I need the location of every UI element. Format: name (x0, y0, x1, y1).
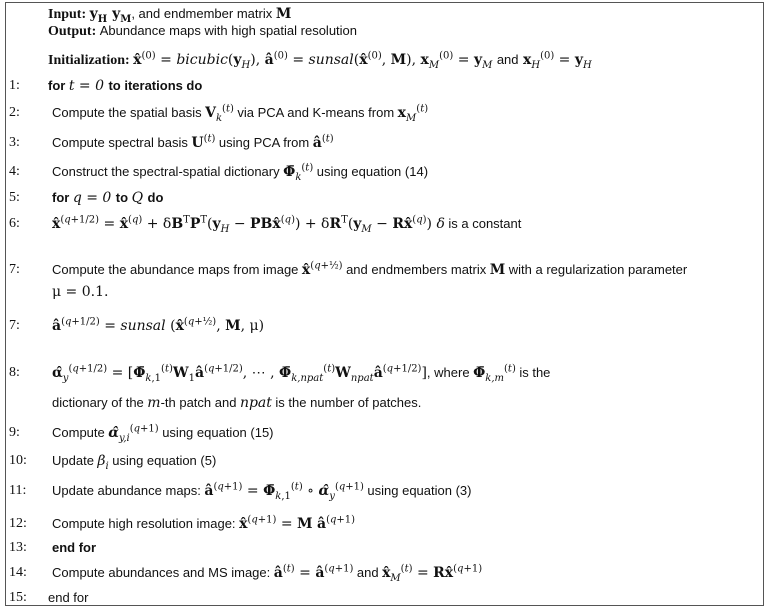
step-9: Compute $\alphâ_{y,i}^{(q+1)}$ using equation (15) (52, 423, 274, 444)
step-6: x̂$^{(q+1/2)}$ = x̂$^{(q)}$ + $\delta B^TP^T(y_H$ − PBx̂$^{(q)}$) + $\delta R^T(y_M$ − Rx̂$^{(q)}$) δ is a constant (52, 214, 522, 235)
line-number: 11: (9, 483, 27, 498)
init-line: Initialization: x̂$^{(0)}$ = $bicubic(y_H)$, $â^{(0)}$ = sunsal(x̂$^{(0)}$, M), $x_M^{(0)} = y_M$ and $x_H^{(0)} = y_H$ (48, 50, 592, 71)
step-7b: $â^{(q+1/2)}$ = sunsal (x̂$^{(q+\frac{1}{2})}$, M, μ) (52, 316, 265, 334)
step-8: $\alphâ_y^{(q+1/2)}$ = [$\Phī_{k,1}^{(t)}W_1â^{(q+1/2)}$, ⋯ , $\Phī_{k,npat}^{(t)}W_{npat}â^{(q+1/2)}$], where $\Phī_{k,m}^{(t)}$ is the (52, 363, 551, 384)
step-2: Compute the spatial basis $V_k^{(t)}$ via PCA and K-means from $x_M^{(t)}$ (52, 103, 429, 124)
step-4: Construct the spectral-spatial dictionary $\Phī_k^{(t)}$ using equation (14) (52, 162, 429, 183)
step-7a-cont: μ = 0.1. (52, 284, 109, 300)
step-3: Compute spectral basis $U^{(t)}$ using PCA from $â^{(t)}$ (52, 133, 334, 151)
input-label: Input: (48, 7, 87, 22)
step-1: for t = 0 to iterations do (48, 78, 203, 94)
line-number: 3: (9, 135, 20, 150)
line-number: 7: (9, 318, 20, 333)
step-13: end for (52, 540, 97, 555)
line-number: 9: (9, 425, 20, 440)
output-text: Abundance maps with high spatial resolution (99, 23, 358, 38)
step-10: Update $\beta_i$ using equation (5) (52, 453, 217, 472)
line-number: 2: (9, 105, 20, 120)
line-number: 4: (9, 164, 20, 179)
input-line: Input: $y_H$ $y_M$, and endmember matrix M (48, 6, 292, 25)
output-label: Output: (48, 24, 97, 39)
line-number: 6: (9, 216, 20, 231)
line-number: 14: (9, 565, 27, 580)
step-11: Update abundance maps: $â^{(q+1)}$ = $\Phī_{k,1}^{(t)}$ ∘ $\alphâ_y^{(q+1)}$ using equation (3) (52, 481, 472, 502)
step-15: end for (48, 590, 89, 605)
step-8-cont: dictionary of the m-th patch and npat is the number of patches. (52, 395, 422, 411)
step-7a: Compute the abundance maps from image x̂$^{(q+\frac{1}{2})}$ and endmembers matrix M with a regularization parameter (52, 260, 688, 278)
line-number: 15: (9, 590, 27, 605)
line-number: 12: (9, 516, 27, 531)
line-number: 8: (9, 365, 20, 380)
line-number: 1: (9, 78, 20, 93)
step-14: Compute abundances and MS image: $â^{(t)}$ = $â^{(q+1)}$ and $x̂_M^{(t)}$ = Rx̂$^{(q+1)}$ (52, 563, 483, 584)
init-label: Initialization: (48, 53, 130, 68)
output-line (48, 23, 357, 40)
line-number: 5: (9, 190, 20, 205)
line-number: 13: (9, 540, 27, 555)
step-12: Compute high resolution image: x̂$^{(q+1)}$ = M $â^{(q+1)}$ (52, 514, 356, 532)
line-number: 7: (9, 262, 20, 277)
step-5: for q = 0 to Q do (52, 190, 164, 206)
line-number: 10: (9, 453, 27, 468)
